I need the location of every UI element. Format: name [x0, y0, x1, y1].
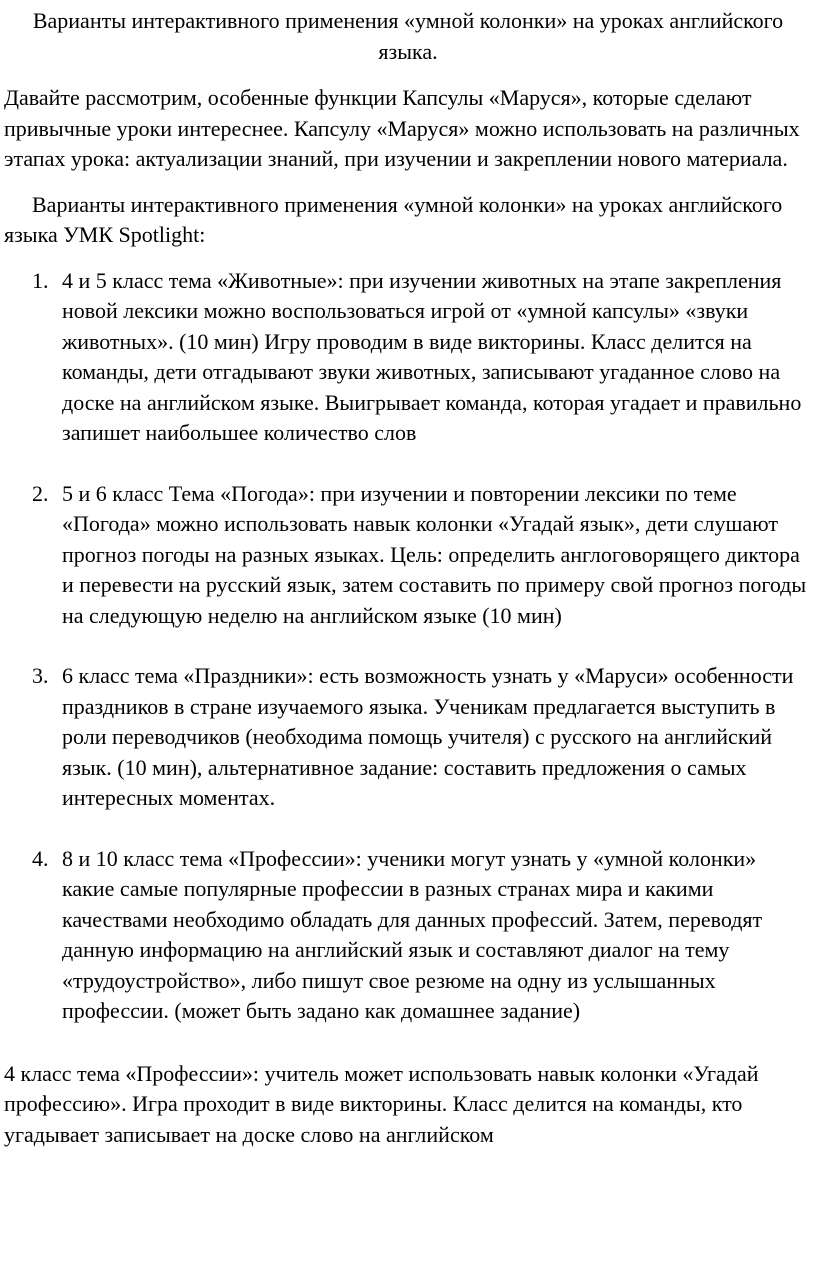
- list-item-text: 4 и 5 класс тема «Животные»: при изучении животных на этапе закрепления новой лексики можно воспользоваться игрой от «умной капсулы» «звуки животных». (10 мин) Игру проводим в виде викторины. Класс делится на команды, дети отгадывают звуки животных, записывают угаданное слово на доске на английском языке. Выигрывает команда, которая угадает и правильно запишет наибольшее количество слов: [62, 267, 802, 445]
- outro-paragraph: 4 класс тема «Профессии»: учитель может использовать навык колонки «Угадай профессию». Игра проходит в виде викторины. Класс делится на команды, кто угадывает записывает на доске слово на английском: [4, 1060, 759, 1147]
- list-item: [4, 479, 812, 632]
- list-item: [4, 266, 812, 449]
- list-item-text: 6 класс тема «Праздники»: есть возможность узнать у «Маруси» особенности праздников в стране изучаемого языка. Ученикам предлагается выступить в роли переводчиков (необходима помощь учителя) с русского на английский язык. (10 мин), альтернативное задание: составить предложения о самых интересных моментах.: [62, 663, 794, 810]
- list-item-number: 3.: [32, 663, 49, 688]
- list-item-number: 1.: [32, 267, 49, 293]
- list-item-text: 8 и 10 класс тема «Профессии»: ученики могут узнать у «умной колонки» какие самые популярные профессии в разных странах мира и какими качествами необходимо обладать для данных профессий. Затем, переводят данную информацию на английский язык и составляют диалог на тему «трудоустройство», либо пишут свое резюме на одну из услышанных профессии. (может быть задано как домашнее задание): [62, 845, 763, 1023]
- document-title: Варианты интерактивного применения «умной колонки» на уроках английского языка.: [32, 8, 784, 64]
- list-item-text: 5 и 6 класс Тема «Погода»: при изучении и повторении лексики по теме «Погода» можно использовать навык колонки «Угадай язык», дети слушают прогноз погоды на разных языках. Цель: определить англоговорящего диктора и перевести на русский язык, затем составить по примеру свой прогноз погоды на следующую неделю на английском языке (10 мин): [62, 480, 807, 628]
- variants-list: [4, 266, 812, 1027]
- variants-heading: Варианты интерактивного применения «умной колонки» на уроках английского языка УМК Spotlight:: [4, 191, 783, 247]
- list-item-number: 2.: [32, 480, 49, 506]
- list-item: [4, 844, 812, 1027]
- list-item-number: 4.: [32, 845, 49, 871]
- list-item: [4, 661, 812, 814]
- intro-paragraph: Давайте рассмотрим, особенные функции Капсулы «Маруся», которые сделают привычные уроки интереснее. Капсулу «Маруся» можно использовать на различных этапах урока: актуализации знаний, при изучении и закреплении нового материала.: [4, 85, 800, 171]
